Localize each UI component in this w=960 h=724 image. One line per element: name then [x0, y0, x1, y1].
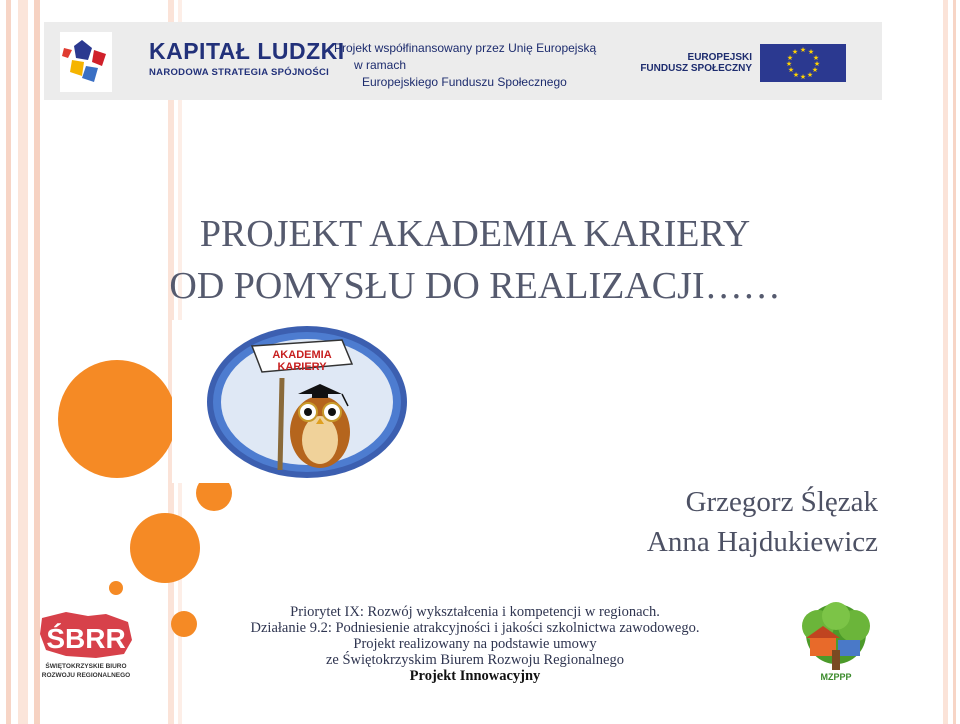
info-line: Działanie 9.2: Podniesienie atrakcyjności i jakości szkolnictwa zawodowego. — [250, 620, 700, 636]
presentation-title — [125, 208, 825, 312]
mzppp-tree-logo-icon — [788, 600, 884, 684]
authors-block — [560, 482, 878, 562]
kapital-ludzki-title: KAPITAŁ LUDZKI — [149, 38, 345, 64]
svg-text:★: ★ — [812, 55, 820, 62]
info-line: Priorytet IX: Rozwój wykształcenia i kompetencji w regionach. — [290, 604, 660, 620]
mzppp-label: MZPPP — [820, 672, 852, 682]
cofinance-line: Projekt współfinansowany przez Unię Europejską — [334, 41, 597, 55]
svg-text:★: ★ — [785, 61, 793, 68]
logo-sign-line: AKADEMIA — [272, 349, 332, 361]
svg-text:★: ★ — [799, 74, 807, 81]
decorative-stripe — [953, 0, 956, 724]
cofinance-line: w ramach — [354, 58, 407, 72]
owl-logo-icon — [172, 320, 442, 483]
title-line: PROJEKT AKADEMIA KARIERY — [199, 213, 751, 255]
svg-text:★: ★ — [799, 47, 807, 54]
project-info — [200, 604, 750, 684]
logo-sign-line: KARIERY — [277, 361, 327, 373]
sbrr-caption: ROZWOJU REGIONALNEGO — [41, 672, 131, 679]
info-line-bold: Projekt Innowacyjny — [409, 668, 541, 684]
svg-text:★: ★ — [792, 72, 800, 79]
funding-banner — [44, 22, 882, 100]
author-name: Anna Hajdukiewicz — [646, 526, 878, 558]
svg-text:★: ★ — [811, 67, 819, 74]
decorative-circle — [130, 513, 200, 583]
decorative-stripe — [6, 0, 11, 724]
title-line: OD POMYSŁU DO REALIZACJI…… — [169, 265, 781, 307]
sbrr-logo — [36, 610, 136, 682]
efs-label — [640, 52, 752, 74]
info-line: Projekt realizowany na podstawie umowy — [353, 636, 597, 652]
sbrr-caption: ŚWIĘTOKRZYSKIE BIURO — [45, 663, 127, 670]
kapital-ludzki-subtitle: NARODOWA STRATEGIA SPÓJNOŚCI — [149, 67, 330, 78]
sbrr-acronym: ŚBRR — [46, 623, 126, 654]
decorative-circle — [58, 360, 176, 478]
svg-text:★: ★ — [791, 49, 799, 56]
cofinance-statement — [334, 40, 644, 91]
decorative-stripe — [943, 0, 948, 724]
decorative-circle — [109, 581, 123, 595]
efs-line: FUNDUSZ SPOŁECZNY — [640, 63, 752, 74]
svg-text:★: ★ — [813, 61, 821, 68]
decorative-circle — [171, 611, 197, 637]
svg-text:★: ★ — [786, 55, 794, 62]
svg-text:★: ★ — [806, 72, 814, 79]
decorative-stripe — [18, 0, 28, 724]
efs-line: EUROPEJSKI — [687, 52, 752, 63]
svg-text:★: ★ — [787, 67, 795, 74]
author-name: Grzegorz Ślęzak — [685, 486, 878, 518]
cofinance-line: Europejskiego Funduszu Społecznego — [362, 75, 567, 89]
eu-flag-icon — [760, 44, 846, 82]
info-line: ze Świętokrzyskim Biurem Rozwoju Regionalnego — [325, 652, 624, 668]
svg-text:★: ★ — [807, 49, 815, 56]
akademia-kariery-logo — [172, 320, 442, 483]
